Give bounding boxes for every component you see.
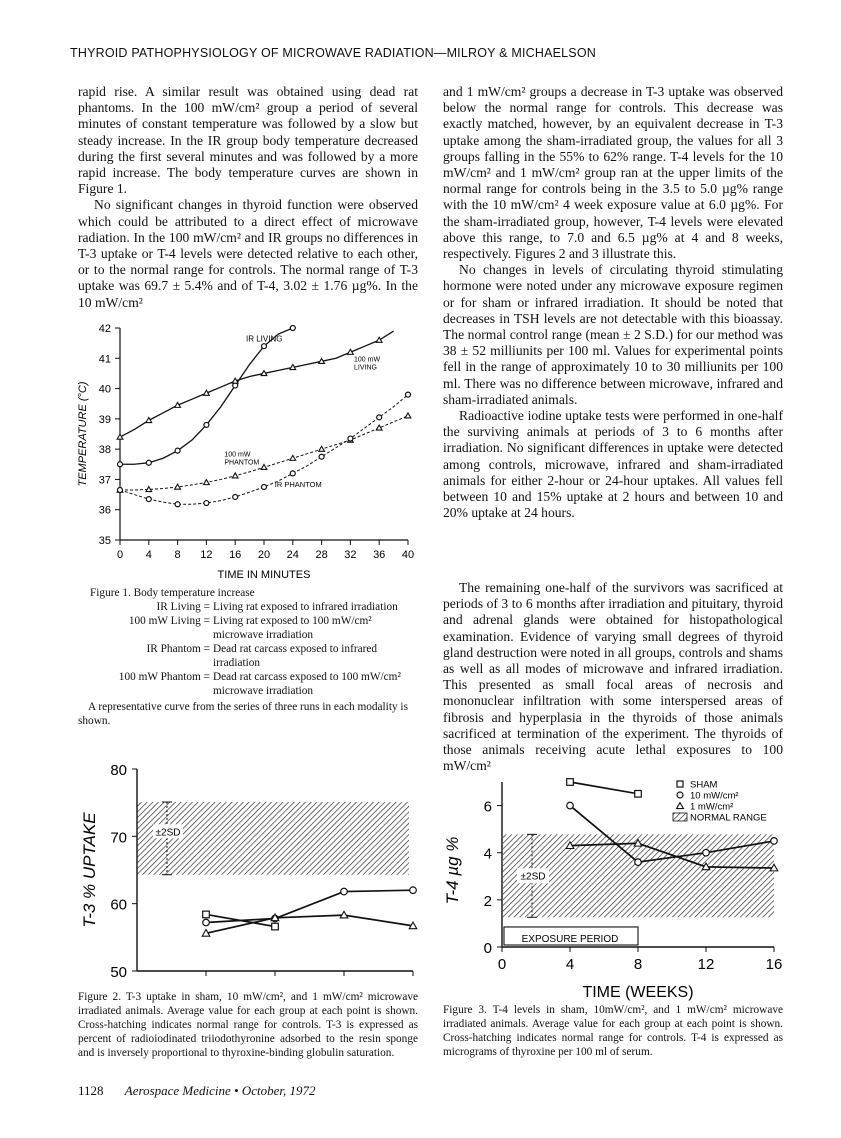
data-point-10-mw-cm — [203, 919, 210, 926]
figure-1-caption — [78, 586, 418, 728]
data-point-100-mw-living — [290, 364, 296, 369]
curve-annotation: IR LIVING — [246, 334, 283, 344]
y-tick-label: 37 — [98, 474, 111, 487]
curve-annotation: 100 mW LIVING — [354, 356, 381, 372]
y-tick-label: 39 — [98, 413, 111, 426]
legend-marker — [677, 792, 683, 798]
data-point-ir-phantom — [118, 488, 123, 493]
series-line-10-mw-cm — [206, 890, 413, 922]
legend-label: NORMAL RANGE — [690, 812, 767, 824]
legend-row-100mw-living — [78, 614, 418, 642]
figure-1-caption-title: Figure 1. Body temperature increase — [90, 587, 255, 599]
left-paragraph-1: rapid rise. A similar result was obtained using dead rat phantoms. In the 100 mW/cm² group a period of several minutes of constant temperature was followed by a slow but steady increase. In the IR group body temperature decreased during the first several minutes and was followed by a more rapid increase. The body temperature curves are shown in Figure 1. — [78, 84, 418, 197]
x-axis-label: TIME IN MINUTES — [217, 569, 311, 580]
data-point-10-mw-cm — [771, 838, 778, 845]
data-point-100-mw-living — [146, 417, 152, 422]
y-tick-label: 60 — [110, 896, 127, 914]
y-axis-label: TEMPERATURE (°C) — [77, 381, 89, 487]
x-tick-label: 16 — [765, 956, 783, 973]
x-tick-label: 8 — [633, 956, 643, 973]
legend-row-ir-living — [78, 600, 418, 614]
data-point-ir-living — [118, 462, 123, 467]
data-point-100-mw-phantom — [232, 473, 238, 478]
curve-annotation: 100 mW PHANTOM — [224, 451, 260, 467]
data-point-ir-living — [146, 460, 151, 465]
legend-label: 1 mW/cm² — [690, 801, 734, 813]
figure-3-chart — [440, 770, 800, 1002]
y-tick-label: 2 — [483, 892, 492, 910]
right-column-top — [443, 84, 783, 521]
y-tick-label: 4 — [483, 845, 492, 863]
data-point-100-mw-living — [348, 349, 354, 354]
right-paragraph-4: The remaining one-half of the survivors was sacrificed at periods of 3 to 6 months after irradiation and pituitary, thyroid and adrenal glands were obtained for histopathological examination. Evidence of varying small degrees of thyroid gland destruction were noted in all groups, controls and shams as well as all modes of microwave and infrared irradiation. This presented as small focal areas of necrosis and mononuclear infiltration with some interspersed areas of fibrosis and hyperplasia in the thyroids of those animals sacrificed at termination of the experiment. The thyroids of those animals receiving acute lethal exposures to 100 mW/cm² — [443, 580, 783, 774]
data-point-100-mw-phantom — [204, 480, 210, 485]
data-point-ir-phantom — [290, 471, 295, 476]
y-axis-label: T-3 % UPTAKE — [80, 812, 99, 928]
data-point-100-mw-living — [319, 358, 325, 363]
data-point-100-mw-phantom — [319, 446, 325, 451]
x-tick-label: 24 — [286, 549, 299, 561]
legend-def: Living rat exposed to 100 mW/cm² microwave irradiation — [213, 615, 372, 641]
y-tick-label: 6 — [483, 798, 492, 816]
data-point-100-mw-phantom — [175, 484, 181, 489]
x-tick-label: 0 — [116, 549, 124, 561]
sd-label: ±2SD — [155, 827, 181, 839]
data-point-ir-living — [290, 326, 295, 331]
legend-def: Living rat exposed to infrared irradiation — [213, 601, 398, 613]
y-tick-label: 50 — [110, 964, 127, 981]
y-tick-label: 80 — [110, 762, 127, 779]
x-tick-label: 20 — [257, 549, 271, 561]
data-point-ir-living — [262, 344, 267, 349]
y-tick-label: 0 — [483, 940, 492, 957]
figure-1-caption-note: A representative curve from the series of three runs in each modality is shown. — [78, 701, 408, 727]
legend-def: Dead rat carcass exposed to 100 mW/cm² microwave irradiation — [213, 671, 401, 697]
data-point-ir-phantom — [406, 392, 411, 397]
series-line-sham — [570, 782, 638, 794]
right-column-bottom — [443, 580, 783, 774]
data-point-ir-phantom — [262, 485, 267, 490]
data-point-ir-phantom — [175, 502, 180, 507]
legend-marker — [673, 813, 687, 821]
legend-term: 100 mW Phantom = — [118, 671, 210, 683]
legend-term: 100 mW Living = — [128, 615, 210, 627]
page-number: 1128 — [78, 1083, 104, 1098]
data-point-ir-living — [175, 448, 180, 453]
data-point-ir-phantom — [233, 494, 238, 499]
right-paragraph-3: Radioactive iodine uptake tests were performed in one-half the surviving animals at periods of 3 to 6 months after irradiation. No significant differences in uptake were detected among controls, microwave, infrared and sham-irradiated animals for either 2-hour or 24-hour uptakes. All values fell between 10 and 15% uptake at 2 hours and between 10 and 20% uptake at 24 hours. — [443, 408, 783, 521]
data-point-100-mw-phantom — [261, 464, 267, 469]
figure-1-chart — [60, 318, 430, 580]
left-column — [78, 84, 418, 311]
left-paragraph-2: No significant changes in thyroid function were observed which could be attributed to a direct effect of microwave radiation. In the 100 mW/cm² and IR groups no differences in T-3 uptake or T-4 levels were detected relative to each other, or to the normal range for controls. The normal range of T-3 uptake was 69.7 ± 5.4% and of T-4, 3.02 ± 1.76 µg%. In the 10 mW/cm² — [78, 197, 418, 310]
curve-annotation: IR PHANTOM — [274, 480, 322, 489]
data-point-10-mw-cm — [635, 859, 642, 866]
right-paragraph-1: and 1 mW/cm² groups a decrease in T-3 uptake was observed below the normal range for controls. This decrease was exactly matched, however, by an equivalent decrease in T-3 uptake among the sham-irradiated group, the values for all 3 groups falling in the 55% to 62% range. T-4 levels for the 10 mW/cm² and 1 mW/cm² group ran at the upper limits of the normal range for controls being in the 3.5 to 5.0 µg% range with the 10 mW/cm² 4 week exposure value at 6.0 µg%. For the sham-irradiated group, however, T-4 levels were elevated above this range, to 7.0 and 6.5 µg% at 4 and 8 weeks, respectively. Figures 2 and 3 illustrate this. — [443, 84, 783, 262]
series-line-100-mw-phantom — [120, 416, 408, 490]
legend-label: 10 mW/cm² — [690, 790, 739, 802]
y-tick-label: 35 — [98, 535, 111, 547]
x-tick-label: 12 — [697, 956, 715, 973]
y-tick-label: 36 — [98, 504, 111, 517]
x-axis-label: TIME (WEEKS) — [582, 984, 694, 1001]
legend-marker — [677, 803, 684, 809]
data-point-ir-phantom — [146, 497, 151, 502]
legend-row-ir-phantom — [78, 642, 418, 670]
x-tick-label: 40 — [401, 549, 415, 561]
x-tick-label: 28 — [315, 549, 328, 561]
x-tick-label: 4 — [565, 956, 575, 973]
data-point-ir-phantom — [348, 436, 353, 441]
y-tick-label: 70 — [110, 829, 127, 847]
data-point-100-mw-phantom — [146, 487, 152, 492]
data-point-10-mw-cm — [703, 849, 710, 856]
series-line-ir-living — [120, 328, 293, 464]
x-tick-label: 36 — [373, 549, 386, 561]
data-point-ir-phantom — [377, 415, 382, 420]
legend-term: IR Phantom = — [146, 643, 210, 655]
page-footer — [78, 1083, 316, 1099]
data-point-sham — [567, 779, 574, 786]
legend-label: SHAM — [690, 779, 718, 791]
exposure-period-label: EXPOSURE PERIOD — [521, 933, 619, 945]
data-point-sham — [203, 911, 210, 918]
data-point-100-mw-phantom — [376, 425, 382, 430]
running-header: THYROID PATHOPHYSIOLOGY OF MICROWAVE RADIATION—MILROY & MICHAELSON — [70, 46, 596, 60]
x-tick-label: 4 — [145, 549, 152, 561]
data-point-100-mw-living — [376, 337, 382, 342]
legend-row-100mw-phantom — [78, 670, 418, 698]
data-point-100-mw-phantom — [405, 413, 411, 418]
series-line-1-mw-cm — [206, 915, 413, 933]
data-point-10-mw-cm — [410, 887, 417, 894]
legend-term: IR Living = — [156, 601, 210, 613]
y-tick-label: 38 — [98, 444, 111, 457]
x-tick-label: 16 — [229, 549, 242, 561]
x-tick-label: 12 — [200, 549, 213, 561]
x-tick-label: 8 — [174, 549, 181, 561]
data-point-100-mw-living — [175, 402, 181, 407]
data-point-100-mw-living — [117, 434, 123, 439]
data-point-ir-living — [204, 422, 209, 427]
sd-label: ±2SD — [520, 871, 546, 883]
series-line-100-mw-living — [120, 331, 394, 437]
legend-def: Dead rat carcass exposed to infrared irradiation — [213, 643, 378, 669]
data-point-100-mw-living — [204, 390, 210, 395]
data-point-ir-living — [233, 383, 238, 388]
data-point-ir-phantom — [319, 454, 324, 459]
data-point-10-mw-cm — [341, 888, 348, 895]
journal-citation: Aerospace Medicine • October, 1972 — [124, 1083, 316, 1098]
data-point-100-mw-phantom — [290, 455, 296, 460]
figure-2-chart — [75, 755, 420, 985]
data-point-100-mw-living — [232, 378, 238, 383]
figure-2-caption: Figure 2. T-3 uptake in sham, 10 mW/cm², and 1 mW/cm² microwave irradiated animals. Average value for each group at each point is shown. Cross-hatching indicates normal range for controls. T-3 is expressed as percent of radioiodinated triiodothyronine adsorbed to the resin sponge and is inversely proportional to thyroxine-binding globulin saturation. — [78, 991, 418, 1059]
legend-marker — [677, 781, 683, 787]
y-tick-label: 40 — [98, 383, 111, 396]
x-tick-label: 0 — [497, 956, 507, 973]
data-point-100-mw-living — [261, 371, 267, 376]
data-point-sham — [635, 790, 642, 797]
x-tick-label: 32 — [344, 549, 357, 561]
right-paragraph-2: No changes in levels of circulating thyroid stimulating hormone were noted under any microwave exposure regimen or for sham or infrared irradiation. It should be noted that decreases in TSH levels are not detectable with this bioassay. The normal control range (mean ± 2 S.D.) for our method was 38 ± 52 milliunits per 100 ml. Values for experimental points fell in the range of approximately 10 to 30 milliunits per 100 ml. There was no difference between microwave, infrared and sham-irradiated animals. — [443, 262, 783, 407]
figure-3-caption: Figure 3. T-4 levels in sham, 10mW/cm², and 1 mW/cm² microwave irradiated animals. Average value for each group at each point is shown. Cross-hatching indicates normal range for controls. T-4 is expressed as micrograms of thyroxine per 100 ml of serum. — [443, 1004, 783, 1058]
data-point-ir-phantom — [204, 501, 209, 506]
data-point-sham — [272, 923, 279, 930]
y-axis-label: T-4 µg % — [443, 836, 462, 905]
y-tick-label: 42 — [98, 323, 111, 335]
y-tick-label: 41 — [98, 353, 111, 366]
data-point-10-mw-cm — [567, 802, 574, 809]
